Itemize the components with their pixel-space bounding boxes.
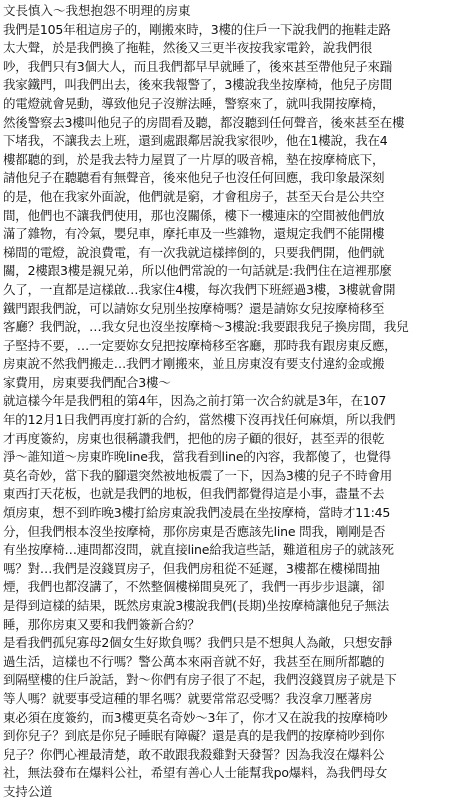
- text-line: 我家鐵門，叫我們出去，後來我報警了，3樓說我坐按摩椅，他兒子房間: [3, 77, 393, 93]
- text-line: 過生活，這樣也不行嗎？警公萬本來兩音就不好，我甚至在厠所都聽的: [3, 653, 385, 669]
- text-line: 睡，那你房東又要和我們簽新合約？: [3, 616, 200, 632]
- text-line: 嗎？對…我們是沒錢買房子，但我們房租從不延遲，3樓都在樓梯間抽: [3, 560, 380, 576]
- text-line: 東必須在度簽約，而3樓更莫名奇妙～3年了，你才又在說我的按摩椅吵: [3, 709, 388, 725]
- text-line: 樓都聽的到，於是我去特力屋買了一片厚的吸音棉，墊在按摩椅底下，: [3, 151, 385, 167]
- text-line: 年的12月1日我們再度打新的合約，當然樓下沒再找任何麻煩，所以我們: [3, 412, 396, 428]
- text-line: 淨～誰知道～房東昨晚line我，當我看到line的內容，我都傻了，也覺得: [3, 449, 391, 465]
- text-line: 到你兒子？到底是你兒子睡眠有障礙？還是真的是我們的按摩椅吵到你: [3, 728, 385, 744]
- text-line: 就這樣今年是我們租的第4年，因為之前打第一次合約就是3年，在107: [3, 393, 387, 409]
- text-line: 到隔壁樓的住戶說話，對～你們有房子很了不起，我們沒錢買房子就是下: [3, 672, 397, 688]
- text-line: 鐵門跟我們說，可以請妳女兒別坐按摩椅嗎？還是請妳女兒按摩椅移至: [3, 300, 385, 316]
- text-line: 煙，我們也都沒講了，不然整個樓梯間臭死了，我們一再步步退讓，卻: [3, 579, 385, 595]
- text-line: 家費用，房東要我們配合3樓～: [3, 374, 171, 390]
- text-line: 滿了雜物，有冷氣，嬰兒車，摩托車及一些雜物，還規定我們不能開樓: [3, 226, 385, 242]
- text-line: 關，2樓跟3樓是親兄弟，所以他們常說的一句話就是:我們住在這裡那麼: [3, 263, 392, 279]
- text-line: 有坐按摩椅…連問都沒問，就直接line給我這些話，難道租房子的就該死: [3, 542, 394, 558]
- text-line: 客廳？我們說，…我女兒也沒坐按摩椅～3樓說:我要跟我兒子換房間，我兒: [3, 319, 409, 335]
- text-line: 是看我們孤兒寡母2個女生好欺負嗎？我們只是不想與人為敵，只想安靜: [3, 635, 393, 651]
- text-line: 支持公道: [3, 783, 53, 799]
- text-line: 兒子？你們心裡最清楚，敢不敢跟我殺雞對天發誓？因為我沒在爆料公: [3, 746, 385, 762]
- text-line: 社，無法發布在爆料公社，希望有善心人士能幫我po爆料，為我們母女: [3, 765, 388, 781]
- text-line: 然後警察去3樓叫他兒子的房間看及聽，都沒聽到任何聲音，後來甚至在樓: [3, 114, 405, 130]
- text-line: 等人嗎？就要事受這種的罪名嗎？就要常常忍受嗎？我沒拿刀壓著房: [3, 690, 373, 706]
- text-line: 房東說不然我們搬走…我們才剛搬來，並且房東沒有要支付違約金或搬: [3, 356, 385, 372]
- text-line: 太大聲，於是我們換了拖鞋，然後又三更半夜按我家電鈴，說我們很: [3, 40, 373, 56]
- text-line: 梯間的電燈，說浪費電，有一次我就這樣摔倒的，只要我們開，他們就: [3, 244, 385, 260]
- text-line: 請他兒子在聽聽看有無聲音，後來他兒子也沒任何回應，我印象最深刻: [3, 170, 385, 186]
- text-line: 吵，我們只有3個大人，而且我們都早早就睡了，後來甚至帶他兒子來踹: [3, 58, 393, 74]
- text-line: 是得到這樣的結果，既然房東說3樓說我們(長期)坐按摩椅讓他兒子無法: [3, 598, 390, 613]
- text-line: 莫名奇妙，當下我的腳還突然被地板震了一下，因為3樓的兒子不時會用: [3, 467, 393, 483]
- text-line: 分，但我們根本沒坐按摩椅，那你房東是否應該先line 問我，剛剛是否: [3, 523, 386, 539]
- text-line: 才再度簽約，房東也很稱讚我們，把他的房子顧的很好，甚至弄的很乾: [3, 430, 385, 446]
- text-line: 子堅持不要，…一定要妳女兒把按摩椅移至客廳，那時我有跟房東反應，: [3, 337, 397, 353]
- text-line: 我們是105年租這房子的，剛搬來時，3樓的住戶一下說我們的拖鞋走路: [3, 21, 391, 37]
- text-line: 煩房東，想不到昨晚3樓打給房東說我們凌晨在坐按摩椅，當時才11:45: [3, 505, 391, 521]
- text-line: 下堵我，不讓我去上班，還到處跟鄰居說我家很吵，他在1樓說，我在4: [3, 133, 388, 149]
- post-paragraph: [3, 21, 447, 393]
- post-paragraph: [3, 392, 447, 634]
- text-line: 間，他們也不讓我們使用，那也沒關係，樓下一樓連床的空間被他們放: [3, 207, 385, 223]
- text-line: 東西打天花板，也就是我們的地板，但我們都覺得這是小事，盡量不去: [3, 486, 385, 502]
- text-line: 的電燈就會晃動，導致他兒子沒辦法睡，警察來了，就叫我開按摩椅，: [3, 95, 385, 111]
- text-line: 的是，他在我家外面說，他們就是窮，才會租房子，甚至天台是公共空: [3, 188, 385, 204]
- post-paragraph: [3, 634, 447, 801]
- text-line: 久了，一直都是這樣啟…我家住4樓，每次我們下班經過3樓，3樓就會開: [3, 281, 396, 297]
- post-title: 文長慎入～我想抱怨不明理的房東: [3, 3, 191, 18]
- post-body: [3, 21, 447, 802]
